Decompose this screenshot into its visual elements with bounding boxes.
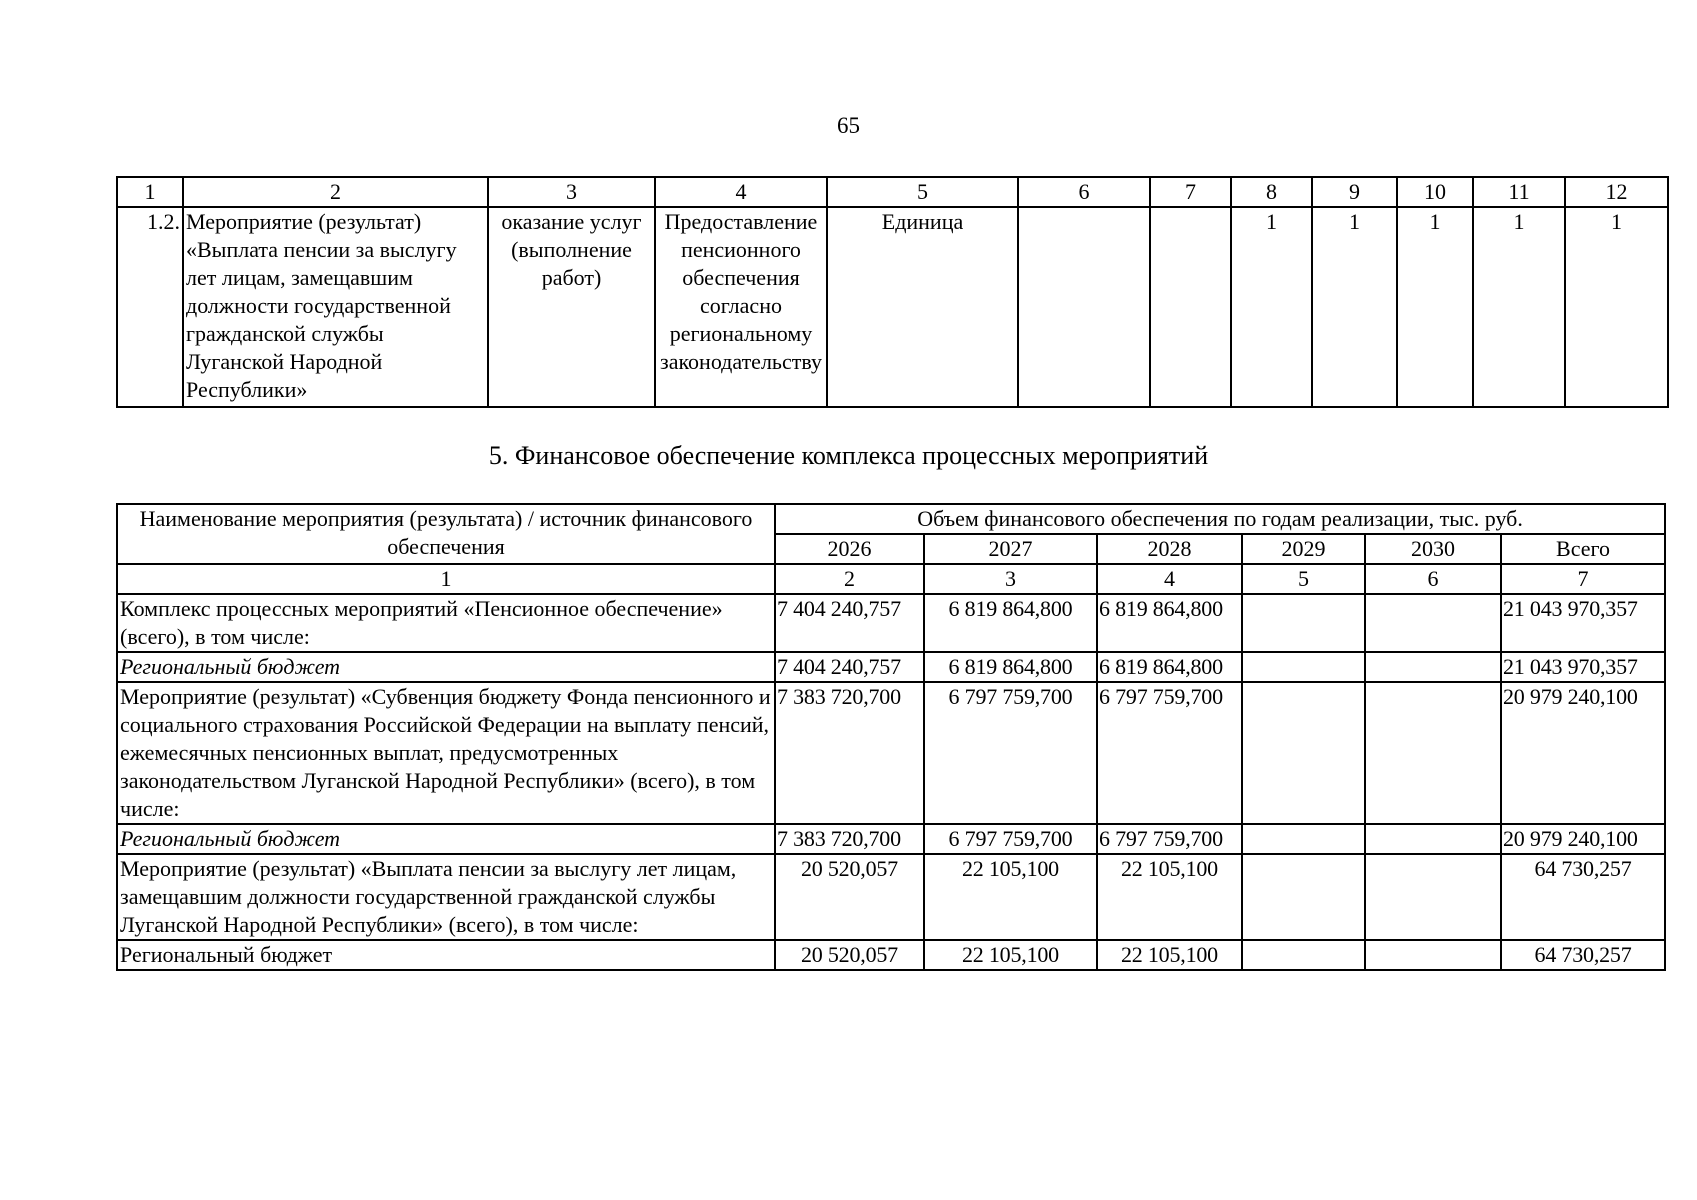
indicators-header-cell: 4 — [655, 177, 827, 207]
finance-value-2030 — [1365, 594, 1501, 652]
indicators-header-cell: 1 — [117, 177, 183, 207]
finance-row-name: Комплекс процессных мероприятий «Пенсионное обеспечение» (всего), в том числе: — [117, 594, 775, 652]
finance-row — [117, 594, 1665, 652]
indicators-header-cell: 3 — [488, 177, 655, 207]
finance-header-volume: Объем финансового обеспечения по годам реализации, тыс. руб. — [775, 504, 1665, 534]
indicator-type: оказание услуг (выполнение работ) — [488, 207, 655, 407]
finance-col-number: 2 — [775, 564, 924, 594]
finance-value-2028: 22 105,100 — [1097, 940, 1242, 970]
finance-year: 2029 — [1242, 534, 1365, 564]
indicator-col-11: 1 — [1473, 207, 1565, 407]
finance-row-name: Региональный бюджет — [117, 652, 775, 682]
finance-col-number: 7 — [1501, 564, 1665, 594]
indicators-header-cell: 10 — [1397, 177, 1473, 207]
finance-year: 2027 — [924, 534, 1097, 564]
finance-value-2028: 6 797 759,700 — [1097, 682, 1242, 824]
finance-value-2028: 22 105,100 — [1097, 854, 1242, 940]
page-number: 65 — [837, 113, 860, 138]
section-title: 5. Финансовое обеспечение комплекса процессных мероприятий — [488, 441, 1209, 470]
indicator-characteristic: Предоставление пенсионного обеспечения согласно региональному законодательству — [655, 207, 827, 407]
indicators-header-cell: 5 — [827, 177, 1018, 207]
finance-value-total: 21 043 970,357 — [1501, 594, 1665, 652]
indicator-col-12: 1 — [1565, 207, 1668, 407]
finance-value-2028: 6 819 864,800 — [1097, 652, 1242, 682]
finance-value-2027: 22 105,100 — [924, 854, 1097, 940]
finance-year: 2026 — [775, 534, 924, 564]
finance-value-2030 — [1365, 824, 1501, 854]
finance-row — [117, 652, 1665, 682]
finance-row-name: Мероприятие (результат) «Субвенция бюджету Фонда пенсионного и социального страхования Российской Федерации на выплату пенсий, ежемесячных пенсионных выплат, предусмотренных законодательством Луганской Народной Республики» (всего), в том числе: — [117, 682, 775, 824]
indicators-header-cell: 7 — [1150, 177, 1231, 207]
finance-value-2030 — [1365, 940, 1501, 970]
finance-col-number: 3 — [924, 564, 1097, 594]
finance-value-2029 — [1242, 940, 1365, 970]
indicators-header-cell: 6 — [1018, 177, 1150, 207]
finance-value-2029 — [1242, 682, 1365, 824]
finance-col-number: 1 — [117, 564, 775, 594]
indicators-header-cell: 2 — [183, 177, 488, 207]
finance-value-2030 — [1365, 652, 1501, 682]
finance-table — [116, 503, 1666, 971]
indicators-header-cell: 12 — [1565, 177, 1668, 207]
finance-year: 2030 — [1365, 534, 1501, 564]
finance-value-total: 21 043 970,357 — [1501, 652, 1665, 682]
finance-value-2027: 6 797 759,700 — [924, 682, 1097, 824]
finance-value-2028: 6 797 759,700 — [1097, 824, 1242, 854]
indicators-header-cell: 8 — [1231, 177, 1312, 207]
finance-value-2026: 7 404 240,757 — [775, 594, 924, 652]
finance-value-2029 — [1242, 594, 1365, 652]
finance-value-2029 — [1242, 824, 1365, 854]
finance-col-number: 4 — [1097, 564, 1242, 594]
finance-value-2026: 20 520,057 — [775, 854, 924, 940]
finance-row — [117, 854, 1665, 940]
finance-value-2030 — [1365, 682, 1501, 824]
finance-value-2027: 6 819 864,800 — [924, 594, 1097, 652]
finance-value-2026: 20 520,057 — [775, 940, 924, 970]
finance-value-2028: 6 819 864,800 — [1097, 594, 1242, 652]
finance-header-name: Наименование мероприятия (результата) / источник финансового обеспечения — [117, 504, 775, 564]
finance-row — [117, 682, 1665, 824]
indicator-col-7 — [1150, 207, 1231, 407]
finance-value-2026: 7 383 720,700 — [775, 682, 924, 824]
indicators-header-row — [117, 177, 1668, 207]
finance-col-number: 5 — [1242, 564, 1365, 594]
finance-year: 2028 — [1097, 534, 1242, 564]
finance-value-total: 20 979 240,100 — [1501, 824, 1665, 854]
finance-row-name: Региональный бюджет — [117, 940, 775, 970]
finance-value-2030 — [1365, 854, 1501, 940]
finance-value-total: 64 730,257 — [1501, 854, 1665, 940]
indicator-col-9: 1 — [1312, 207, 1397, 407]
indicators-header-cell: 9 — [1312, 177, 1397, 207]
finance-col-numbers-row — [117, 564, 1665, 594]
finance-value-2029 — [1242, 854, 1365, 940]
indicators-row — [117, 207, 1668, 407]
finance-value-2026: 7 383 720,700 — [775, 824, 924, 854]
indicator-col-6 — [1018, 207, 1150, 407]
finance-row — [117, 824, 1665, 854]
indicator-col-10: 1 — [1397, 207, 1473, 407]
finance-year-total: Всего — [1501, 534, 1665, 564]
indicator-unit: Единица — [827, 207, 1018, 407]
finance-value-total: 20 979 240,100 — [1501, 682, 1665, 824]
indicators-table — [116, 176, 1669, 408]
finance-value-2029 — [1242, 652, 1365, 682]
indicators-header-cell: 11 — [1473, 177, 1565, 207]
finance-row — [117, 940, 1665, 970]
finance-value-2027: 6 797 759,700 — [924, 824, 1097, 854]
finance-value-total: 64 730,257 — [1501, 940, 1665, 970]
finance-value-2027: 22 105,100 — [924, 940, 1097, 970]
finance-row-name: Региональный бюджет — [117, 824, 775, 854]
finance-header-row — [117, 504, 1665, 534]
finance-row-name: Мероприятие (результат) «Выплата пенсии за выслугу лет лицам, замещавшим должности государственной гражданской службы Луганской Народной Республики» (всего), в том числе: — [117, 854, 775, 940]
indicator-col-8: 1 — [1231, 207, 1312, 407]
indicator-number: 1.2. — [117, 207, 183, 407]
indicator-name: Мероприятие (результат) «Выплата пенсии за выслугу лет лицам, замещавшим должности государственной гражданской службы Луганской Народной Республики» — [183, 207, 488, 407]
finance-value-2027: 6 819 864,800 — [924, 652, 1097, 682]
finance-value-2026: 7 404 240,757 — [775, 652, 924, 682]
finance-col-number: 6 — [1365, 564, 1501, 594]
